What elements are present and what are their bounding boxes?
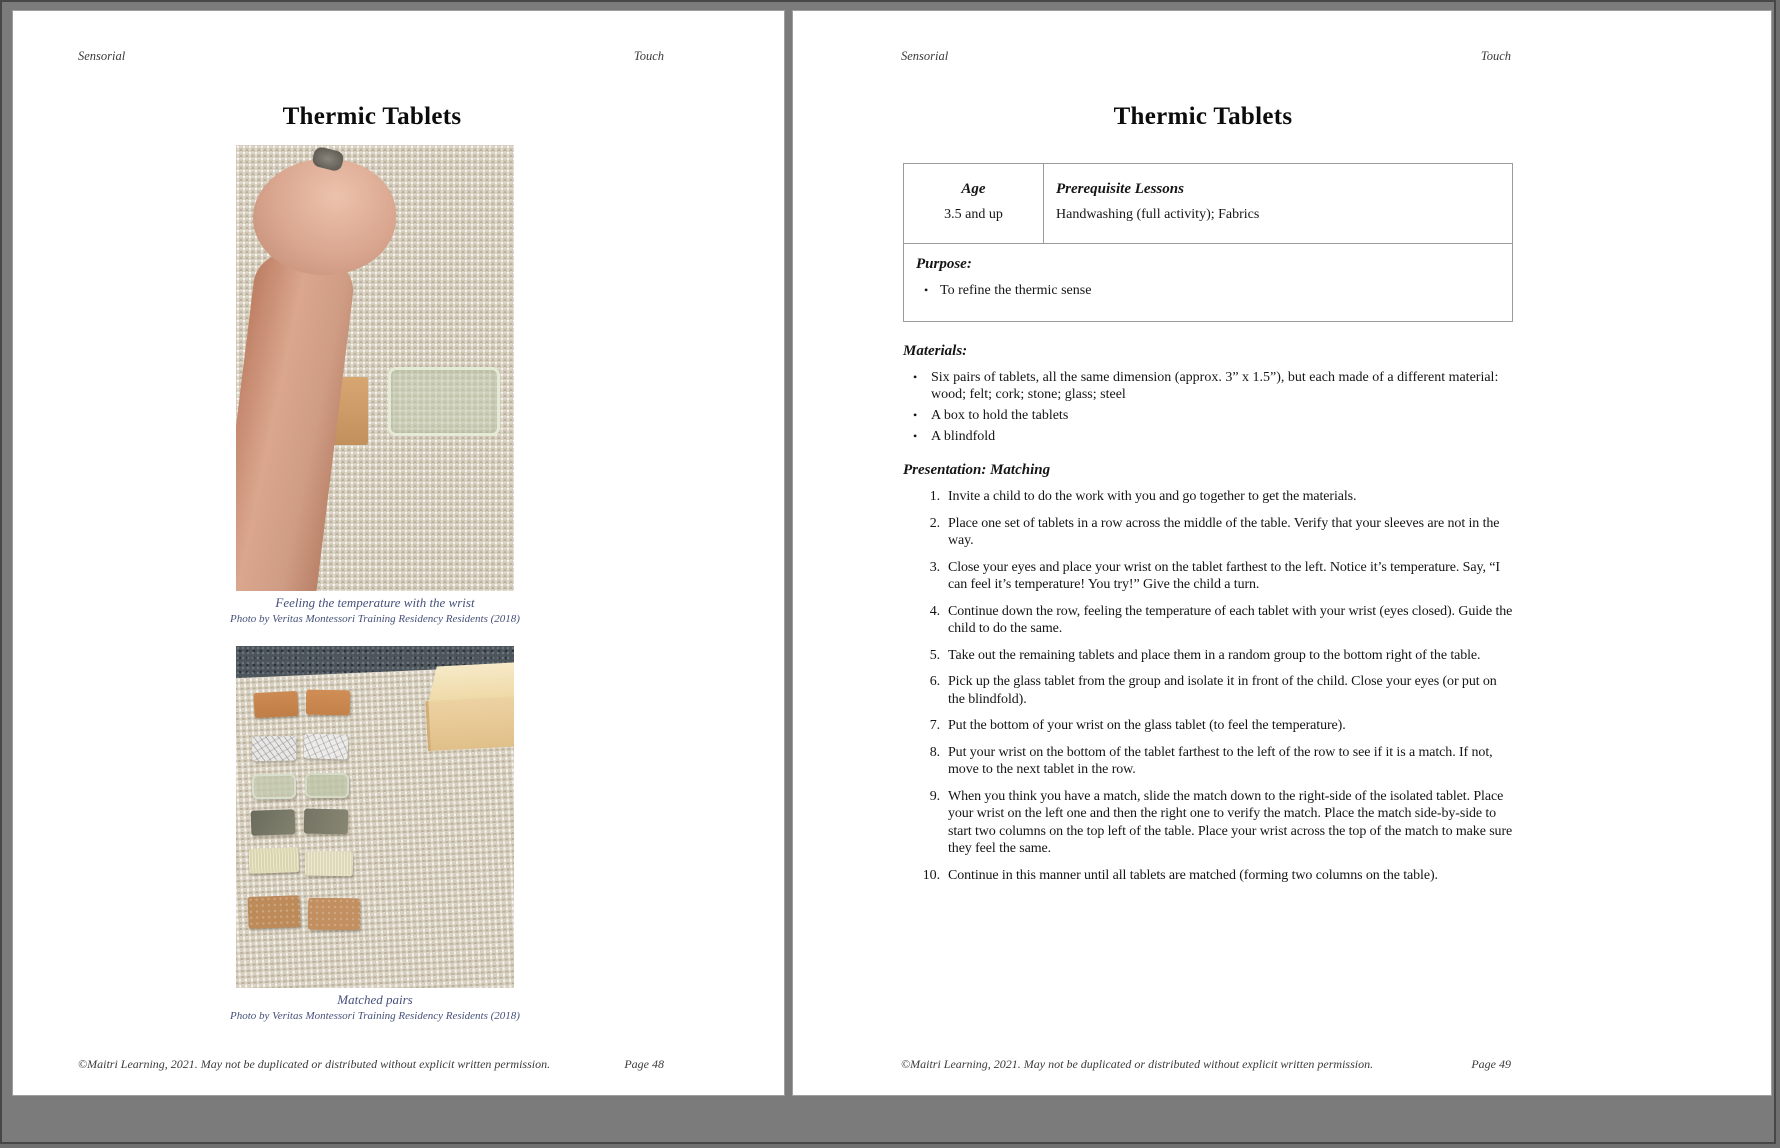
- page-48: [12, 10, 785, 1096]
- prerequisites-value: Handwashing (full activity); Fabrics: [1056, 207, 1260, 222]
- prerequisites-cell: [1044, 164, 1513, 244]
- tablet-glass-right: [305, 773, 349, 798]
- lesson-info-table: [903, 163, 1513, 322]
- header-section-label: Sensorial: [78, 49, 126, 63]
- presentation-step: When you think you have a match, slide the match down to the right-side of the isolated tablet. Place your wrist on the left one and then the right one to verify the match. Place the match side-by-side to start two columns on the top left of the table. Place your wrist across the top of the match to make sure they feel the same.: [948, 788, 1513, 856]
- running-footer: [901, 1057, 1511, 1072]
- fist: [253, 159, 396, 275]
- tablet-felt-right: [305, 851, 353, 877]
- table-row: [904, 164, 1513, 244]
- purpose-cell: [904, 244, 1513, 322]
- presentation-step: Put the bottom of your wrist on the glass tablet (to feel the temperature).: [948, 718, 1346, 733]
- figure-caption: Feeling the temperature with the wrist: [275, 595, 475, 610]
- age-cell: [904, 164, 1044, 244]
- materials-section: [903, 342, 1513, 445]
- header-chapter-label: Touch: [633, 49, 664, 63]
- tablet-wood-left: [253, 691, 298, 718]
- running-footer: [78, 1057, 664, 1072]
- tablet-felt-left: [249, 847, 300, 874]
- header-section-label: Sensorial: [901, 49, 949, 63]
- page-number: Page 48: [624, 1057, 664, 1071]
- figure-caption: Matched pairs: [337, 992, 413, 1007]
- tablet-steel-right: [304, 809, 348, 835]
- glass-tablet: [388, 367, 500, 436]
- presentation-section: [903, 461, 1513, 884]
- presentation-steps: [903, 488, 1513, 884]
- page-title: Thermic Tablets: [282, 103, 462, 130]
- figure-2-captions: [125, 992, 625, 1024]
- tablet-cork-left: [247, 895, 300, 929]
- tablet-wood-right: [306, 690, 350, 716]
- page-number: Page 49: [1471, 1057, 1511, 1071]
- photo-credit: Photo by Veritas Montessori Training Residency Residents (2018): [230, 1010, 520, 1022]
- presentation-heading: Presentation: Matching: [903, 462, 1051, 478]
- copyright-notice: ©Maitri Learning, 2021. May not be duplicated or distributed without explicit written permission.: [78, 1057, 551, 1071]
- purpose-label: Purpose:: [916, 256, 972, 272]
- copyright-notice: ©Maitri Learning, 2021. May not be duplicated or distributed without explicit written permission.: [901, 1057, 1374, 1071]
- material-item: • A box to hold the tablets: [903, 407, 1513, 424]
- wooden-box-front: [425, 695, 514, 751]
- age-label: Age: [961, 181, 986, 197]
- lesson-content: [903, 163, 1513, 893]
- presentation-step: Continue in this manner until all tablets are matched (forming two columns on the table).: [948, 867, 1438, 883]
- figure-1-captions: [125, 595, 625, 627]
- running-header: [901, 49, 1511, 64]
- materials-list: [903, 369, 1513, 445]
- material-item: • A blindfold: [903, 428, 1513, 445]
- tablet-steel-left: [251, 809, 296, 836]
- presentation-step: Continue down the row, feeling the temperature of each tablet with your wrist (eyes closed). Guide the child to do the same.: [948, 603, 1513, 636]
- materials-heading: Materials:: [903, 343, 968, 359]
- tablet-marble-left: [252, 736, 296, 762]
- tablet-marble-right: [304, 733, 349, 759]
- photo-matched-pairs: [236, 646, 514, 988]
- table-row: [904, 244, 1513, 322]
- presentation-step: Close your eyes and place your wrist on the tablet farthest to the left. Notice it’s temperature. Say, “I can feel it’s temperature! You try!” Give the child a turn.: [948, 559, 1500, 592]
- presentation-step: Take out the remaining tablets and place them in a random group to the bottom right of the table.: [948, 647, 1481, 663]
- presentation-step: Pick up the glass tablet from the group and isolate it in front of the child. Close your eyes (or put on the blindfold).: [948, 674, 1497, 707]
- purpose-item: • To refine the thermic sense: [916, 282, 1502, 299]
- presentation-step: Invite a child to do the work with you and go together to get the materials.: [948, 489, 1357, 504]
- photo-wrist-on-tablets: [236, 145, 514, 591]
- age-value: 3.5 and up: [944, 207, 1003, 222]
- tablet-cork-right: [308, 898, 360, 930]
- header-chapter-label: Touch: [1480, 49, 1511, 63]
- prerequisites-label: Prerequisite Lessons: [1056, 181, 1184, 197]
- material-item: • Six pairs of tablets, all the same dimension (approx. 3” x 1.5”), but each made of a different material: wood; felt; cork; stone; glass; steel: [903, 369, 1513, 403]
- presentation-step: Place one set of tablets in a row across the middle of the table. Verify that your sleeves are not in the way.: [948, 515, 1500, 548]
- photo-credit: Photo by Veritas Montessori Training Residency Residents (2018): [230, 613, 520, 625]
- running-header: [78, 49, 664, 64]
- wooden-box: [424, 661, 514, 762]
- page-49: [792, 10, 1772, 1096]
- page-title: Thermic Tablets: [1113, 103, 1293, 130]
- tablet-glass-left: [252, 774, 296, 800]
- presentation-step: Put your wrist on the bottom of the tablet farthest to the left of the row to see if it is a match. If not, move to the next tablet in the row.: [948, 744, 1493, 777]
